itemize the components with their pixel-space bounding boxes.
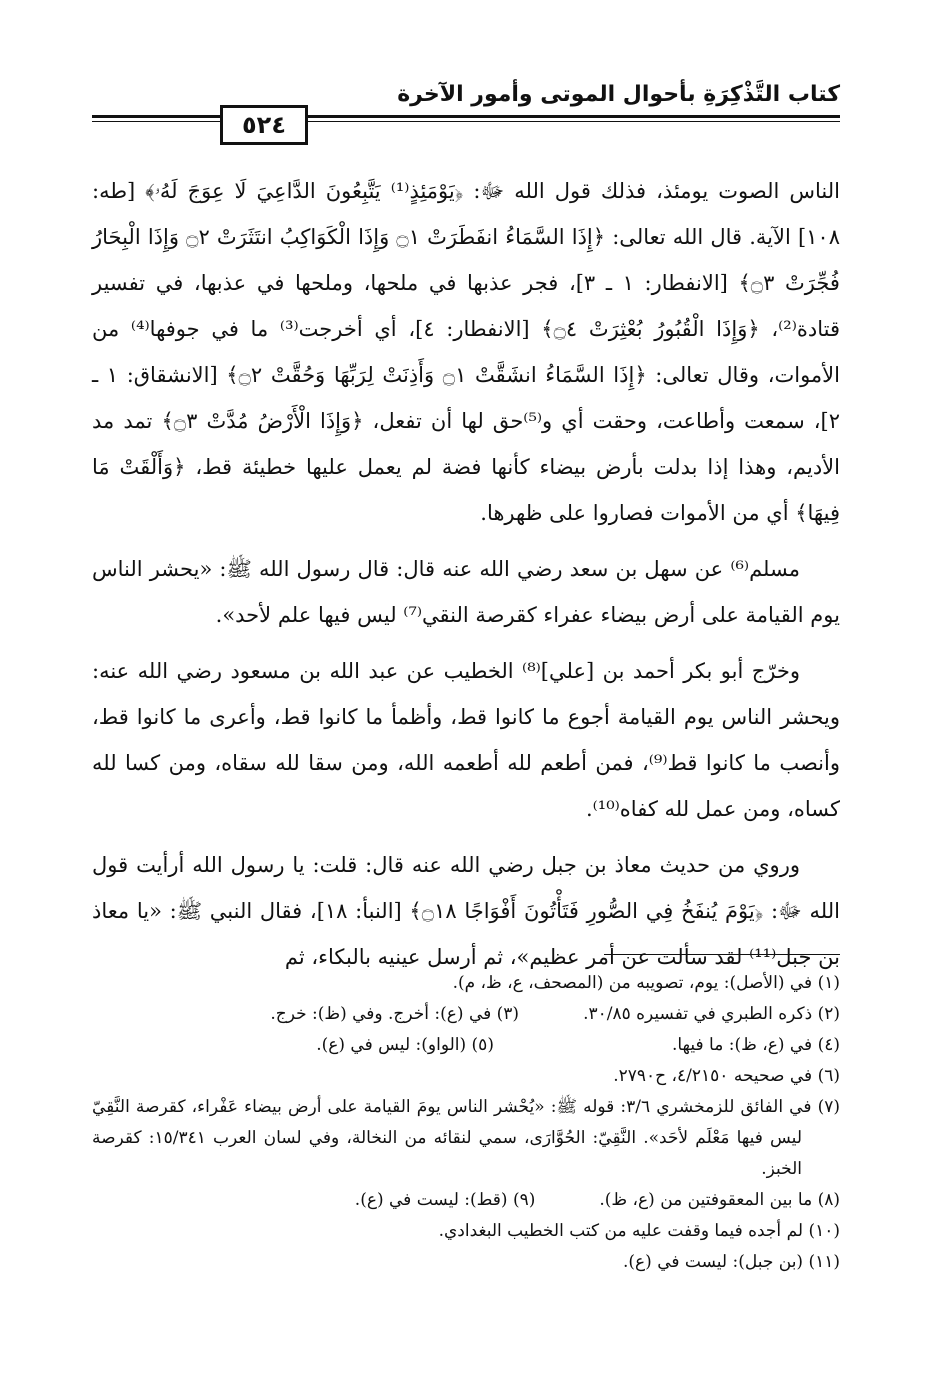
footnote: (١) في (الأصل): يوم، تصويبه من (المصحف، ع، ظ، م).	[452, 973, 840, 993]
footnote-row	[92, 1061, 840, 1092]
footnote-row	[92, 1247, 840, 1278]
header-rule	[92, 115, 840, 118]
footnote: (٣) في (ع): أخرج. وفي (ظ): خرج.	[270, 1004, 520, 1024]
footnote-separator	[604, 954, 840, 955]
footnote-row	[92, 999, 840, 1030]
page-header	[92, 68, 840, 139]
paragraph: وروي من حديث معاذ بن جبل رضي الله عنه قال: قلت: يا رسول الله أرأيت قول الله ﷻ: ﴿يَوْمَ يُنفَخُ فِي الصُّورِ فَتَأْتُونَ أَفْوَاجًا ۝١٨﴾ [النبأ: ١٨]، فقال النبي ﷺ: «يا معاذ بن جبل⁽¹¹⁾ لقد سألت عن أمر عظيم»، ثم أرسل عينيه بالبكاء، ثم	[92, 853, 840, 969]
footnote: (٦) في صحيحه ٤/٢١٥٠، ح٢٧٩٠.	[613, 1066, 840, 1086]
footnote: (٥) (الواو): ليس في (ع).	[316, 1035, 494, 1055]
footnotes	[92, 968, 840, 1278]
footnote: (٢) ذكره الطبري في تفسيره ٣٠/٨٥.	[583, 1004, 840, 1024]
paragraph: الناس الصوت يومئذ، فذلك قول الله ﷻ: ﴿يَوْمَئِذٍ⁽¹⁾ يَتَّبِعُونَ الدَّاعِيَ لَا عِوَجَ لَهُۥ﴾ [طه: ١٠٨] الآية. قال الله تعالى: ﴿إِذَا السَّمَاءُ انفَطَرَتْ ۝١ وَإِذَا الْكَوَاكِبُ انتَثَرَتْ ۝٢ وَإِذَا الْبِحَارُ فُجِّرَتْ ۝٣﴾ [الانفطار: ١ ـ ٣]، فجر عذبها في ملحها، وملحها في عذبها، في تفسير قتادة⁽²⁾، ﴿وَإِذَا الْقُبُورُ بُعْثِرَتْ ۝٤﴾ [الانفطار: ٤]، أي أخرجت⁽³⁾ ما في جوفها⁽⁴⁾ من الأموات، وقال تعالى: ﴿إِذَا السَّمَاءُ انشَقَّتْ ۝١ وَأَذِنَتْ لِرَبِّهَا وَحُقَّتْ ۝٢﴾ [الانشقاق: ١ ـ ٢]، سمعت وأطاعت، وحقت أي و⁽⁵⁾حق لها أن تفعل، ﴿وَإِذَا الْأَرْضُ مُدَّتْ ۝٣﴾ تمد مد الأديم، وهذا إذا بدلت بأرض بيضاء كأنها فضة لم يعمل عليها خطيئة قط، ﴿وَأَلْقَتْ مَا فِيهَا﴾ أي من الأموات فصاروا على ظهرها.	[92, 179, 841, 525]
footnote-row	[92, 1216, 840, 1247]
header-rule-thin	[92, 121, 840, 122]
footnote: (١١) (بن جبل): ليست في (ع).	[622, 1252, 840, 1272]
footnote-row	[92, 1185, 840, 1216]
main-text	[92, 168, 840, 990]
footnote: (٤) في (ع، ظ): ما فيها.	[671, 1035, 840, 1055]
page-number: ٥٢٤	[220, 105, 308, 145]
paragraph: وخرّج أبو بكر أحمد بن [علي]⁽⁸⁾ الخطيب عن عبد الله بن مسعود رضي الله عنه: ويحشر الناس يوم القيامة أجوع ما كانوا قط، وأظمأ ما كانوا قط، وأعرى ما كانوا قط، وأنصب ما كانوا قط⁽⁹⁾، فمن أطعم لله أطعمه الله، ومن سقا لله سقاه، ومن كسا لله كساه، ومن عمل لله كفاه⁽¹⁰⁾.	[92, 659, 840, 821]
paragraph: مسلم⁽⁶⁾ عن سهل بن سعد رضي الله عنه قال: قال رسول الله ﷺ: «يحشر الناس يوم القيامة على أرض بيضاء عفراء كقرصة النقي⁽⁷⁾ ليس فيها علم لأحد».	[92, 557, 840, 627]
footnote: (٧) في الفائق للزمخشري ٣/٦: قوله ﷺ: «يُحْشر الناس يومَ القيامة على أرض بيضاء عَفْراء، كقرصة النَّقِيّ ليس فيها مَعْلَم لأحَد». النَّقِيّ: الحُوَّارَى، سمي لنقائه من النخالة، وفي لسان العرب ١٥/٣٤١: كقرصة الخبز.	[92, 1097, 840, 1179]
footnote: (١٠) لم أجده فيما وقفت عليه من كتب الخطيب البغدادي.	[438, 1221, 840, 1241]
footnote-row	[92, 1030, 840, 1061]
running-title: كتاب التَّذْكِرَةِ بأحوال الموتى وأمور الآخرة	[397, 82, 840, 107]
footnote: (٩) (قط): ليست في (ع).	[354, 1190, 536, 1210]
footnote: (٨) ما بين المعقوفتين من (ع، ظ).	[599, 1190, 840, 1210]
footnote-row	[92, 968, 840, 999]
